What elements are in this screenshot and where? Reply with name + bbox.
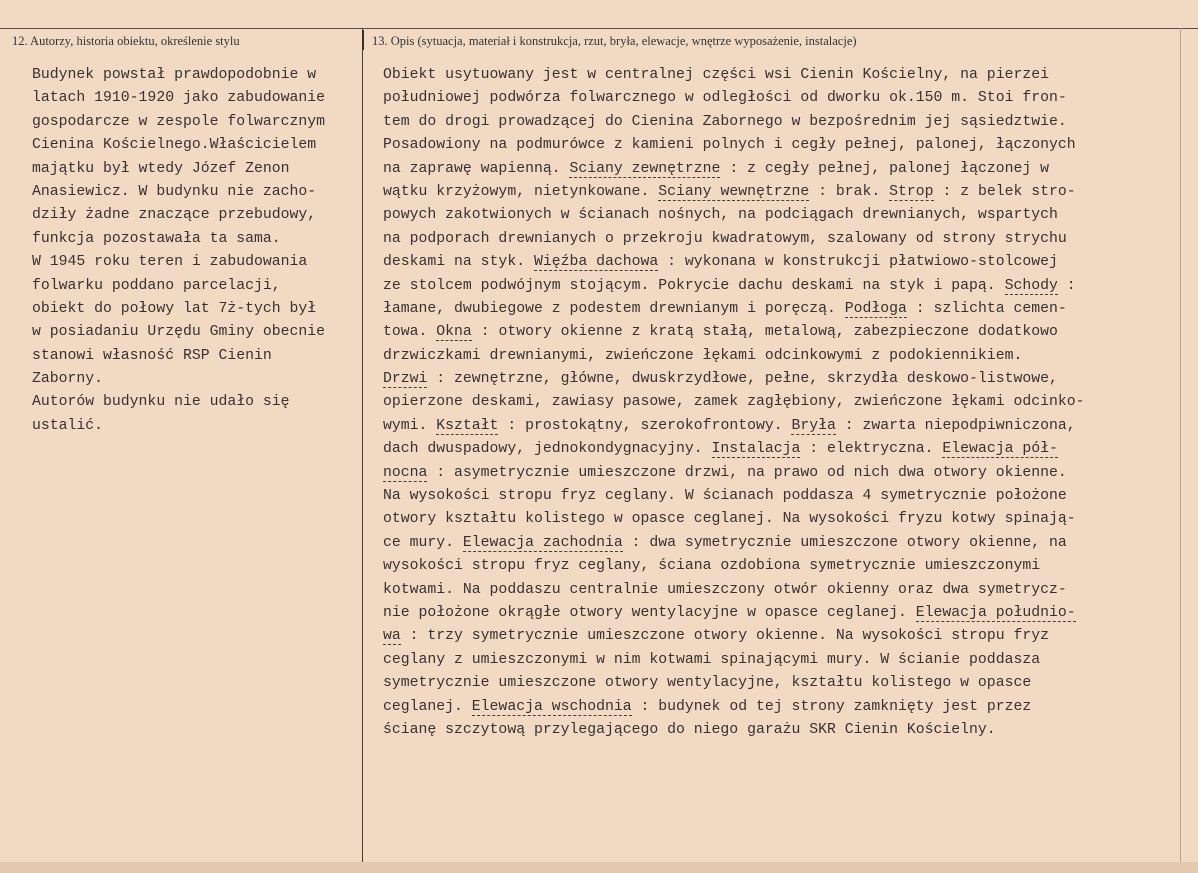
description-fragment: ze stolcem podwójnym stojącym. Pokrycie dachu deskami na styk i papą. — [383, 277, 1005, 294]
description-fragment: powych zakotwionych w ścianach nośnych, na podciągach drewnianych, wspartych — [383, 207, 1058, 224]
description-line — [383, 251, 1085, 274]
section-heading: Więźba dachowa — [533, 254, 659, 271]
description-line — [383, 204, 1085, 227]
history-line: w posiadaniu Urzędu Gminy obecnie — [32, 324, 326, 341]
description-fragment: Posadowiony na podmurówce z kamieni polnych i cegły pełnej, palonej, łączonych — [383, 137, 1076, 154]
description-line — [383, 345, 1085, 368]
description-line — [383, 649, 1085, 672]
description-fragment: : prostokątny, szerokofrontowy. — [498, 417, 792, 434]
column-divider-top — [362, 30, 364, 50]
description-fragment: południowej podwórza folwarcznego w odległości od dworku ok.150 m. Stoi fron- — [383, 90, 1067, 107]
description-line — [383, 111, 1085, 134]
description-fragment: ceglanej. — [383, 698, 472, 715]
description-line — [383, 181, 1085, 204]
description-line — [383, 555, 1085, 578]
history-line: majątku był wtedy Józef Zenon — [32, 160, 290, 177]
history-line: Autorów budynku nie udało się — [32, 394, 290, 411]
description-fragment: na podporach drewnianych o przekroju kwadratowym, szalowany od strony strychu — [383, 230, 1067, 247]
description-line — [383, 625, 1085, 648]
description-fragment: : zewnętrzne, główne, dwuskrzydłowe, pełne, skrzydła deskowo-listwowe, — [427, 371, 1058, 388]
description-fragment: deskami na styk. — [383, 254, 534, 271]
description-fragment: : brak. — [809, 183, 890, 200]
description-fragment: : dwa symetrycznie umieszczone otwory okienne, na — [622, 534, 1067, 551]
description-fragment: : wykonana w konstrukcji płatwiowo-stolcowej — [658, 254, 1058, 271]
description-fragment: drzwiczkami drewnianymi, zwieńczone łękami odcinkowymi z podokiennikiem. — [383, 347, 1023, 364]
history-line: latach 1910-1920 jako zabudowanie — [32, 90, 326, 107]
description-line — [383, 228, 1085, 251]
section-12-header: 12. Autorzy, historia obiektu, określenie stylu — [12, 34, 240, 48]
description-line — [383, 87, 1085, 110]
description-line — [383, 462, 1085, 485]
description-line — [383, 602, 1085, 625]
top-rule — [0, 28, 1198, 29]
bottom-edge — [0, 862, 1198, 873]
description-fragment: : z cegły pełnej, palonej łączonej w — [720, 160, 1049, 177]
section-heading: Elewacja zachodnia — [462, 534, 623, 551]
history-text — [32, 64, 325, 438]
section-heading: Drzwi — [383, 371, 428, 388]
history-line: obiekt do połowy lat 7ż-tych był — [32, 300, 317, 317]
description-line — [383, 134, 1085, 157]
description-fragment: : asymetrycznie umieszczone drzwi, na prawo od nich dwa otwory okienne. — [427, 464, 1067, 481]
description-line — [383, 158, 1085, 181]
section-heading: Kształt — [436, 417, 499, 434]
description-fragment: tem do drogi prowadzącej do Cienina Zabornego w bezpośrednim jej sąsiedztwie. — [383, 113, 1067, 130]
section-heading: Podłoga — [844, 300, 907, 317]
section-heading: Sciany wewnętrzne — [658, 183, 810, 200]
description-line — [383, 415, 1085, 438]
description-fragment: Obiekt usytuowany jest w centralnej części wsi Cienin Kościelny, na pierzei — [383, 67, 1049, 83]
description-fragment: symetrycznie umieszczone otwory wentylacyjne, kształtu kolistego w opasce — [383, 675, 1032, 692]
description-fragment: ceglany z umieszczonymi w nim kotwami spinającymi mury. W ścianie poddasza — [383, 651, 1041, 668]
description-fragment: wątku krzyżowym, nietynkowane. — [383, 183, 659, 200]
description-fragment: Na wysokości stropu fryz ceglany. W ścianach poddasza 4 symetrycznie położone — [383, 488, 1067, 505]
section-heading: Elewacja pół- — [942, 441, 1058, 458]
description-fragment: : budynek od tej strony zamknięty jest przez — [631, 698, 1032, 715]
description-fragment: : zwarta niepodpiwniczona, — [835, 417, 1076, 434]
right-edge — [1180, 28, 1181, 873]
section-heading: nocna — [383, 464, 428, 481]
history-line: ustalić. — [32, 417, 104, 434]
section-heading: Elewacja południo- — [915, 604, 1076, 621]
history-line: Budynek powstał prawdopodobnie w — [32, 67, 317, 83]
description-fragment: dach dwuspadowy, jednokondygnacyjny. — [383, 441, 712, 458]
description-fragment: : otwory okienne z kratą stałą, metalową, zabezpieczone dodatkowo — [471, 324, 1058, 341]
history-line: Zaborny. — [32, 371, 104, 388]
description-fragment: kotwami. Na poddaszu centralnie umieszczony otwór okienny oraz dwa symetrycz- — [383, 581, 1067, 598]
history-line: Anasiewicz. W budynku nie zacho- — [32, 183, 317, 200]
description-line — [383, 368, 1085, 391]
description-fragment: : z belek stro- — [933, 183, 1076, 200]
history-line: folwarku poddano parcelacji, — [32, 277, 281, 294]
history-line: dziły żadne znaczące przebudowy, — [32, 207, 317, 224]
description-line — [383, 532, 1085, 555]
description-fragment: na zaprawę wapienną. — [383, 160, 570, 177]
description-fragment: łamane, dwubiegowe z podestem drewnianym i poręczą. — [383, 300, 845, 317]
history-line: Cienina Kościelnego.Właścicielem — [32, 137, 317, 154]
description-line — [383, 579, 1085, 602]
description-fragment: wymi. — [383, 417, 437, 434]
description-fragment: ścianę szczytową przylegającego do niego garażu SKR Cienin Kościelny. — [383, 721, 996, 738]
section-heading: Sciany zewnętrzne — [569, 160, 721, 177]
history-line: funkcja pozostawała ta sama. — [32, 230, 281, 247]
description-line — [383, 298, 1085, 321]
description-fragment: wysokości stropu fryz ceglany, ściana ozdobiona symetrycznie umieszczonymi — [383, 558, 1041, 575]
section-heading: Schody — [1004, 277, 1058, 294]
description-fragment: : szlichta cemen- — [906, 300, 1067, 317]
description-line — [383, 391, 1085, 414]
description-line — [383, 438, 1085, 461]
description-fragment: opierzone deskami, zawiasy pasowe, zamek zagłębiony, zwieńczone łękami odcinko- — [383, 394, 1085, 411]
description-fragment: : elektryczna. — [800, 441, 943, 458]
description-line — [383, 508, 1085, 531]
history-line: W 1945 roku teren i zabudowania — [32, 254, 308, 271]
history-line: stanowi własność RSP Cienin — [32, 347, 272, 364]
description-fragment: towa. — [383, 324, 437, 341]
section-heading: Bryła — [791, 417, 836, 434]
description-fragment: : — [1057, 277, 1076, 294]
description-line — [383, 321, 1085, 344]
description-fragment: nie położone okrągłe otwory wentylacyjne w opasce ceglanej. — [383, 604, 916, 621]
description-fragment: ce mury. — [383, 534, 463, 551]
history-line: gospodarcze w zespole folwarcznym — [32, 113, 326, 130]
description-fragment: otwory kształtu kolistego w opasce ceglanej. Na wysokości fryzu kotwy spinają- — [383, 511, 1076, 528]
description-line — [383, 275, 1085, 298]
column-divider — [362, 28, 363, 873]
description-line — [383, 719, 1085, 742]
section-heading: Elewacja wschodnia — [471, 698, 632, 715]
description-text — [383, 64, 1085, 742]
section-heading: Instalacja — [711, 441, 801, 458]
section-heading: wa — [383, 628, 401, 645]
description-line — [383, 64, 1085, 87]
description-fragment: : trzy symetrycznie umieszczone otwory okienne. Na wysokości stropu fryz — [400, 628, 1049, 645]
section-heading: Strop — [889, 183, 934, 200]
section-13-header: 13. Opis (sytuacja, materiał i konstrukcja, rzut, bryła, elewacje, wnętrze wyposażenie, instalacje) — [372, 34, 857, 48]
description-line — [383, 485, 1085, 508]
description-line — [383, 696, 1085, 719]
description-line — [383, 672, 1085, 695]
section-heading: Okna — [436, 324, 472, 341]
